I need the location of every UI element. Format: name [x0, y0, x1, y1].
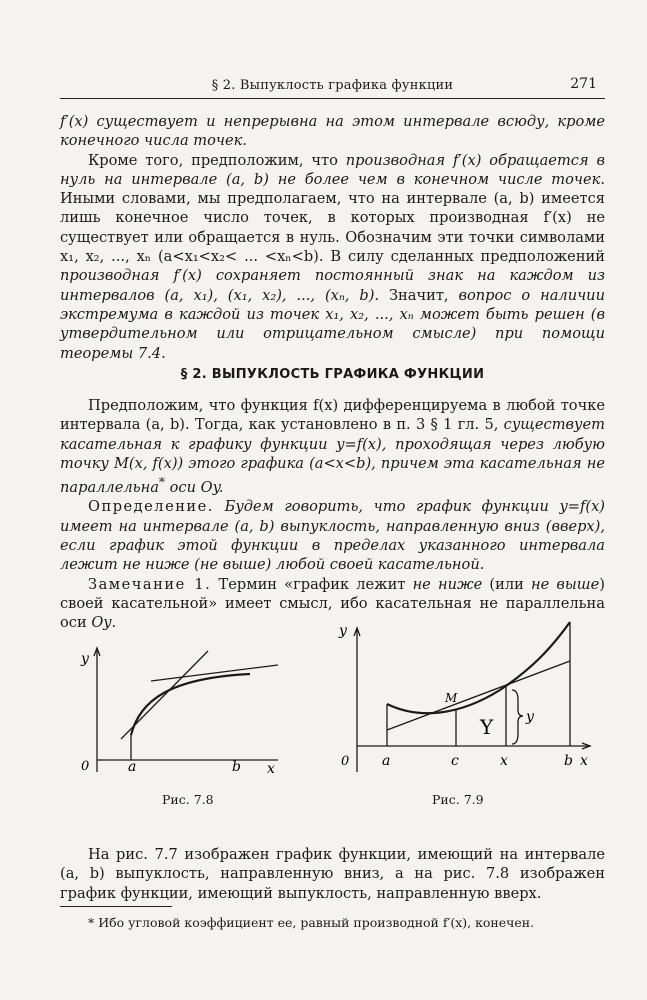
footnote-divider	[60, 906, 172, 907]
fig79-label-y: y	[526, 709, 534, 725]
p2-text-c: Значит,	[379, 286, 459, 304]
fig78-label-a: a	[128, 759, 137, 775]
paragraph-figures: На рис. 7.7 изображен график функции, имеющий на интервале (a, b) выпуклость, направленную вниз, а на рис. 7.8 изображен график функции, имеющий выпуклость, направленную вверх.	[60, 846, 605, 902]
fig78-label-b: b	[232, 759, 241, 775]
p2-italic-a: производная f′(x) обращается в нуль на интервале (a, b) не более чем в конечном числе точек.	[60, 151, 605, 188]
header-title: § 2. Выпуклость графика функции	[211, 78, 454, 93]
p2-text-a: Кроме того, предположим, что	[88, 151, 346, 169]
fig79-label-c: c	[451, 753, 459, 769]
p5-italic-c: Oy	[91, 614, 112, 632]
fig78-label-y: y	[81, 651, 89, 667]
fig79-label-y-axis: y	[339, 623, 347, 639]
fig79-brace-y	[512, 690, 523, 744]
fig79-label-M: M	[445, 691, 458, 705]
fig79-curve	[387, 622, 570, 713]
p5-italic-b: не выше	[531, 575, 600, 593]
fig78-label-x: x	[267, 761, 275, 777]
fig79-label-origin: 0	[341, 754, 350, 769]
p2-text-b: Иными словами, мы предполагаем, что на интервале (a, b) имеется лишь конечное число точек, в которых производная f′(x) не существует или обращается в нуль. Обозначим эти точки символами x₁, x₂, ..., xₙ (a<x₁<x₂< ... <xₙ<b). В силу сделанных предположений	[60, 190, 605, 266]
p5-text-a: Термин «график лежит	[211, 575, 413, 593]
remark-label: Замечание 1.	[88, 575, 212, 593]
p3-italic-b: оси Oy.	[165, 479, 224, 497]
definition-label: Определение.	[88, 498, 214, 516]
fig79-label-Y: Y	[480, 715, 494, 739]
page-number: 271	[570, 76, 597, 92]
fig79-label-a: a	[382, 753, 391, 769]
p3-italic-a: существует касательная к графику функции y=f(x), проходящая через любую точку M(x, f(x)) этого графика (a<x<b), причем эта касательная не параллельна	[60, 416, 605, 497]
p3-text-a: Предположим, что функция f(x) дифференцируема в любой точке интервала (a, b). Тогда, как установлено в п. 3 § 1 гл. 5,	[60, 397, 605, 434]
p2-italic-c: вопрос о наличии экстремума в каждой из точек x₁, x₂, ..., xₙ может быть решен (в утвердительном или отрицательном смысле) при помощи теоремы 7.4.	[60, 286, 605, 362]
footnote-marker: *	[158, 475, 165, 490]
caption-fig-7-8: Рис. 7.8	[162, 792, 214, 807]
text-block-bottom	[60, 845, 605, 903]
definition-text: Будем говорить, что график функции y=f(x) имеет на интервале (a, b) выпуклость, направленную вниз (вверх), если график этой функции в пределах указанного интервала лежит не ниже (не выше) любой своей касательной.	[60, 498, 605, 574]
fig79-label-x: x	[500, 753, 508, 769]
fig79-label-x-axis: x	[580, 753, 588, 769]
p5-italic-a: не ниже	[412, 575, 483, 593]
fig78-label-origin: 0	[81, 759, 90, 774]
caption-fig-7-9: Рис. 7.9	[432, 792, 484, 807]
section-heading: § 2. ВЫПУКЛОСТЬ ГРАФИКА ФУНКЦИИ	[180, 367, 485, 382]
fig79-label-b: b	[564, 753, 573, 769]
p5-text-b: (или	[482, 575, 531, 593]
p5-text-c: ) своей касательной» имеет смысл, ибо касательная не параллельна оси	[60, 575, 605, 632]
paragraph-continuation: f′(x) существует и непрерывна на этом интервале всюду, кроме конечного числа точек.	[60, 113, 605, 150]
p2-italic-b: производная f′(x) сохраняет постоянный знак на каждом из интервалов (a, x₁), (x₁, x₂), ..., (xₙ, b).	[60, 267, 605, 304]
footnote: * Ибо угловой коэффициент ее, равный производной f′(x), конечен.	[88, 915, 535, 930]
fig79-tangent	[387, 661, 570, 730]
p5-text-d: .	[111, 614, 117, 632]
